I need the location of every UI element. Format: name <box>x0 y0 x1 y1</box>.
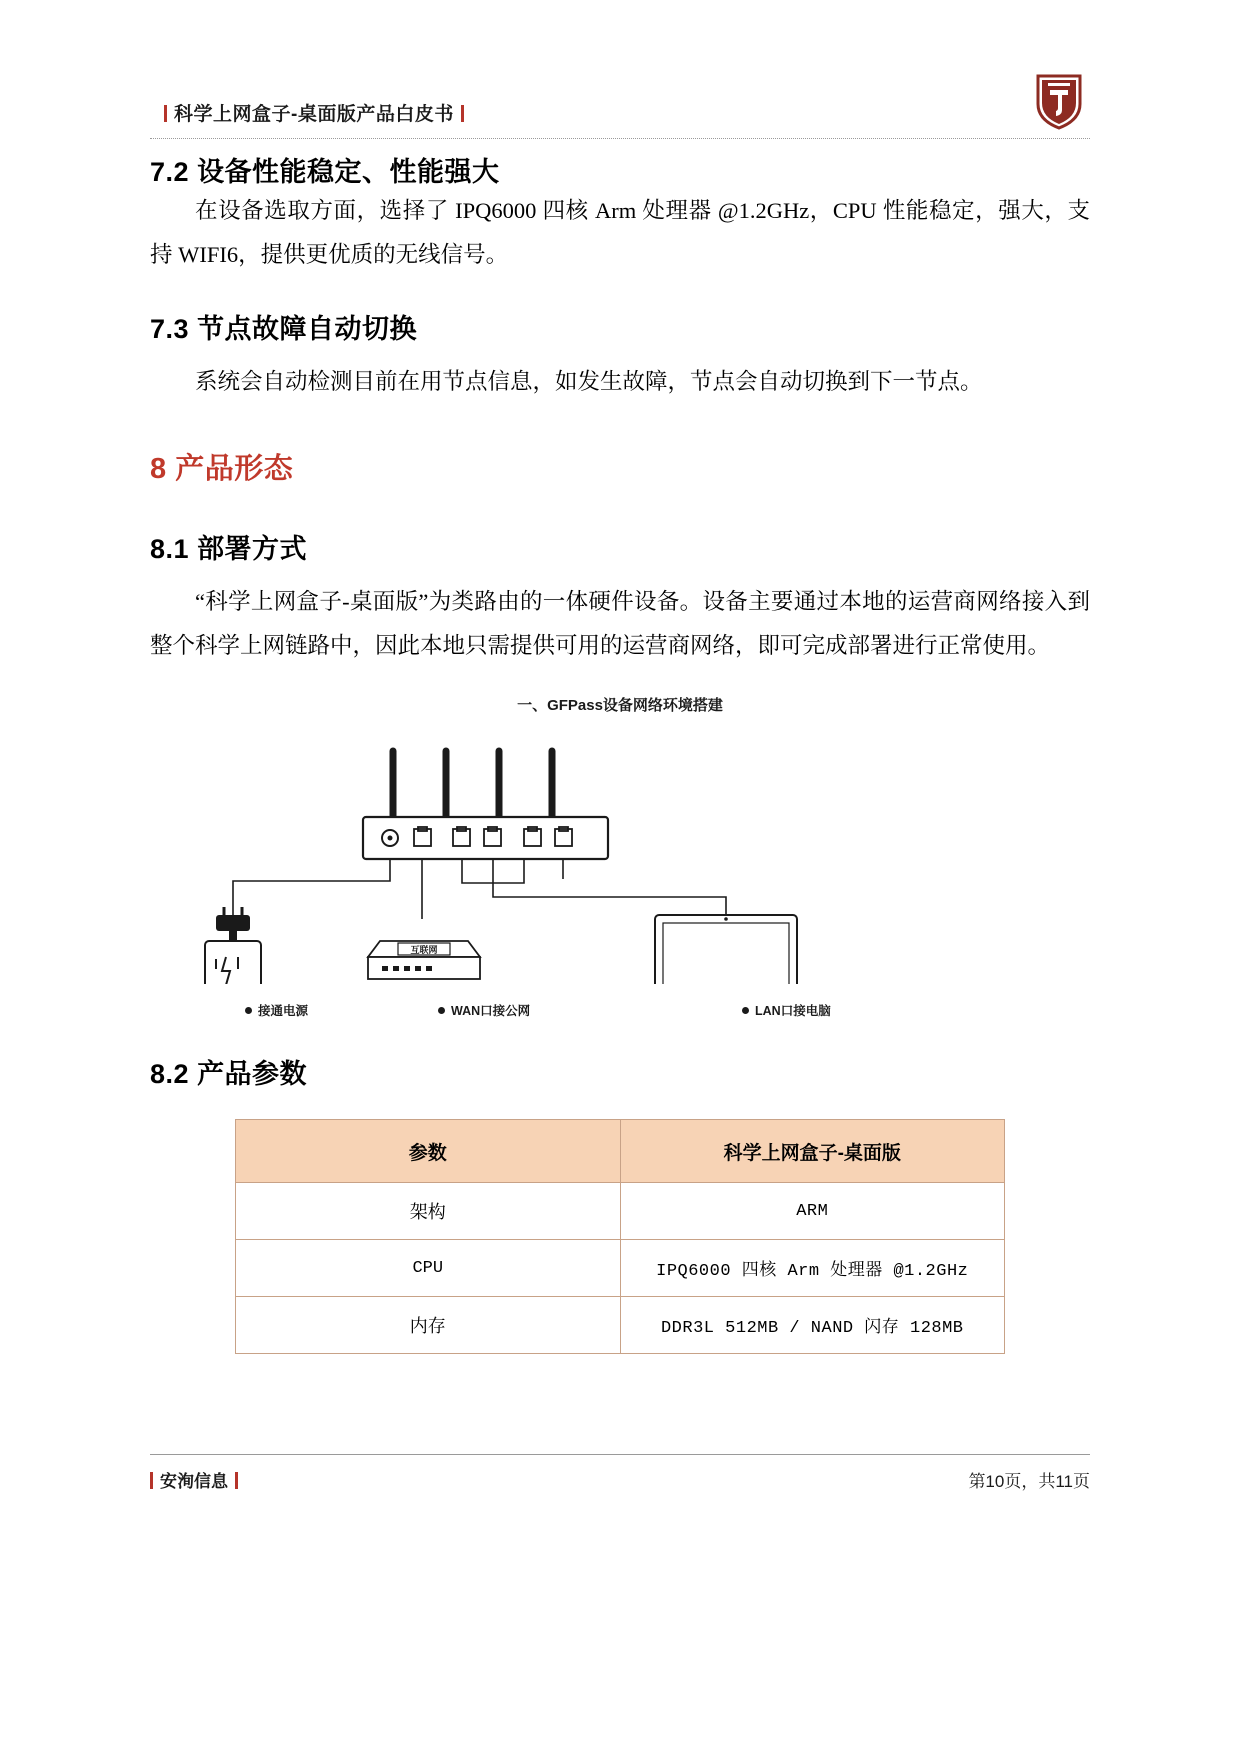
table-body <box>236 1183 1005 1354</box>
section-paragraph-7-2: 在设备选取方面，选择了 IPQ6000 四核 Arm 处理器 @1.2GHz，CPU 性能稳定，强大，支持 WIFI6，提供更优质的无线信号。 <box>150 198 1090 267</box>
table-cell-value: IPQ6000 四核 Arm 处理器 @1.2GHz <box>620 1240 1005 1297</box>
section-heading-8-1 <box>150 527 1090 566</box>
table-cell-value: ARM <box>620 1183 1005 1240</box>
document-body <box>150 150 1090 1354</box>
svg-text:互联网: 互联网 <box>410 945 438 955</box>
footer-company: 安洵信息 <box>150 1467 238 1492</box>
section-title: 设备性能稳定、性能强大 <box>197 157 500 187</box>
section-title: 产品参数 <box>197 1059 308 1089</box>
table-header-row <box>236 1120 1005 1183</box>
bullet-icon <box>245 1007 252 1014</box>
section-number: 7.3 <box>150 314 190 344</box>
section-title: 节点故障自动切换 <box>197 314 418 344</box>
section-number: 8.1 <box>150 534 190 564</box>
topology-diagram-icon <box>150 729 1090 984</box>
chapter-title: 产品形态 <box>175 453 294 485</box>
section-heading-7-2 <box>150 150 1090 189</box>
table-header-value: 科学上网盒子-桌面版 <box>620 1120 1005 1183</box>
header-title: 科学上网盒子-桌面版产品白皮书 <box>174 104 454 125</box>
accent-bar-right-icon <box>235 1472 238 1489</box>
params-table <box>235 1119 1005 1354</box>
table-head <box>236 1120 1005 1183</box>
table-cell-key: CPU <box>236 1240 621 1297</box>
chapter-heading-8 <box>150 446 1090 487</box>
accent-bar-left-icon <box>150 1472 153 1489</box>
shield-logo-icon <box>1028 70 1090 132</box>
bullet-icon <box>438 1007 445 1014</box>
bullet-icon <box>742 1007 749 1014</box>
table-row <box>236 1183 1005 1240</box>
network-topology-figure <box>150 694 1090 1018</box>
page-footer <box>150 1454 1090 1492</box>
table-row <box>236 1297 1005 1354</box>
figure-canvas <box>150 729 1090 1018</box>
section-paragraph-8-1: “科学上网盒子-桌面版”为类路由的一体硬件设备。设备主要通过本地的运营商网络接入到整个科学上网链路中，因此本地只需提供可用的运营商网络，即可完成部署进行正常使用。 <box>150 589 1090 658</box>
chapter-number: 8 <box>150 453 167 485</box>
table-cell-value: DDR3L 512MB / NAND 闪存 128MB <box>620 1297 1005 1354</box>
footer-page-number: 第10页，共11页 <box>968 1472 1090 1491</box>
section-heading-8-2 <box>150 1052 1090 1091</box>
figure-label-wan: WAN口接公网 <box>438 1001 530 1019</box>
figure-label-lan: LAN口接电脑 <box>742 1001 831 1019</box>
table-row <box>236 1240 1005 1297</box>
figure-title: 一、GFPass设备网络环境搭建 <box>517 697 723 714</box>
section-title: 部署方式 <box>197 534 308 564</box>
figure-label-power: 接通电源 <box>245 1001 308 1019</box>
table-header-param: 参数 <box>236 1120 621 1183</box>
spacer <box>150 277 1090 307</box>
spacer <box>150 404 1090 446</box>
section-paragraph-7-3: 系统会自动检测目前在用节点信息，如发生故障，节点会自动切换到下一节点。 <box>195 369 983 394</box>
header-title-wrap <box>150 99 464 138</box>
table-cell-key: 内存 <box>236 1297 621 1354</box>
spacer <box>150 487 1090 527</box>
accent-bar-left-icon <box>164 105 167 122</box>
accent-bar-right-icon <box>461 105 464 122</box>
section-number: 8.2 <box>150 1059 190 1089</box>
section-number: 7.2 <box>150 157 190 187</box>
section-heading-7-3 <box>150 307 1090 346</box>
page-header <box>150 60 1090 139</box>
table-cell-key: 架构 <box>236 1183 621 1240</box>
params-table-wrap <box>150 1119 1090 1354</box>
